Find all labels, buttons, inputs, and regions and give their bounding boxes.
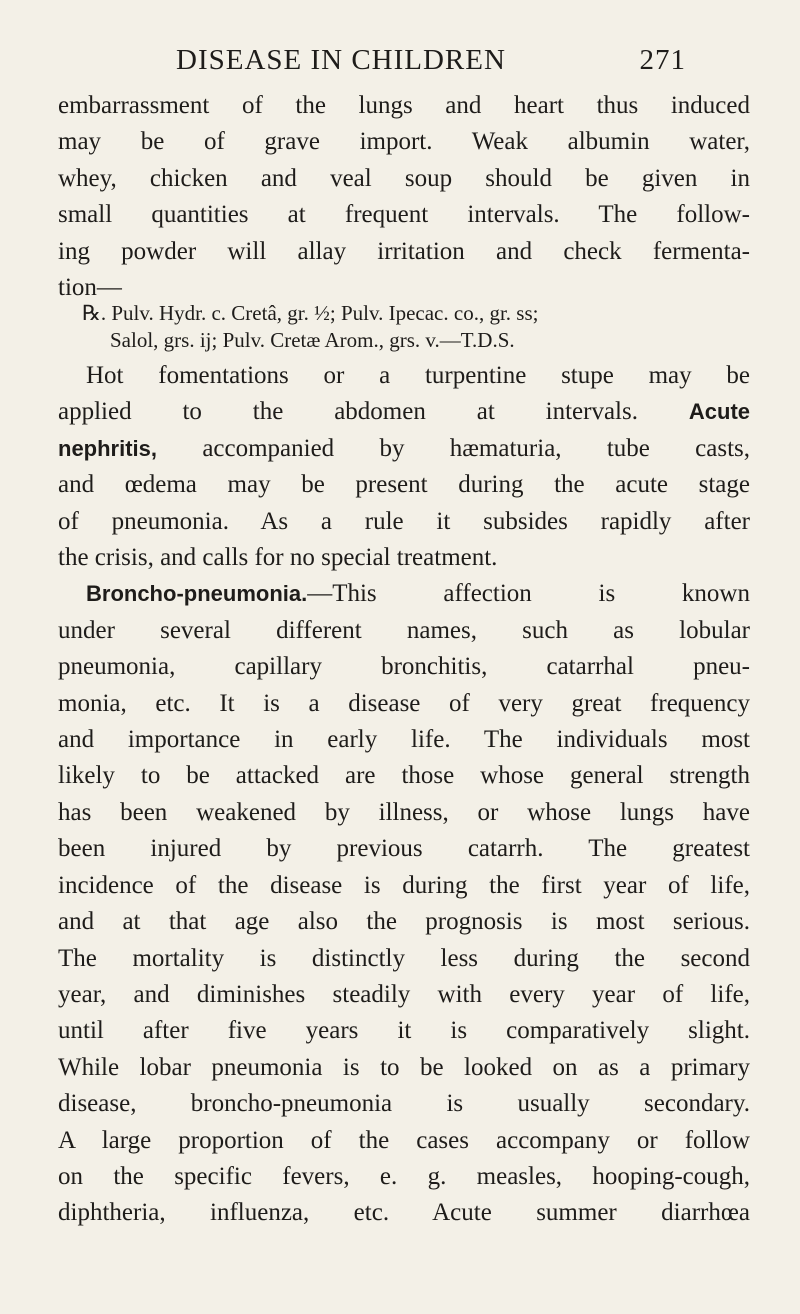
text-line: While lobar pneumonia is to be looked on as a primary: [58, 1053, 750, 1081]
text-line: and importance in early life. The individuals most: [58, 726, 750, 754]
text-line: A large proportion of the cases accompany or follow: [58, 1126, 750, 1154]
text-line: under several different names, such as lobular: [58, 616, 750, 644]
text-line: The mortality is distinctly less during the second: [58, 944, 750, 972]
text-line: and at that age also the prognosis is most serious.: [58, 908, 750, 936]
text-line: monia, etc. It is a disease of very great frequency: [58, 689, 750, 717]
text-segment: applied to the abdomen at intervals.: [58, 398, 638, 426]
text-line: until after five years it is comparatively slight.: [58, 1017, 750, 1045]
text-line: has been weakened by illness, or whose lungs have: [58, 798, 750, 826]
page-number: 271: [639, 44, 686, 76]
text-line: likely to be attacked are those whose general strength: [58, 762, 750, 790]
text-line: diphtheria, influenza, etc. Acute summer diarrhœa: [58, 1199, 750, 1227]
text-line: [58, 576, 750, 612]
prescription-line: Salol, grs. ij; Pulv. Cretæ Arom., grs. v.—T.D.S.: [110, 328, 515, 352]
text-line: incidence of the disease is during the first year of life,: [58, 871, 750, 899]
text-line: and œdema may be present during the acute stage: [58, 471, 750, 499]
text-line: disease, broncho-pneumonia is usually secondary.: [58, 1090, 750, 1118]
text-line: pneumonia, capillary bronchitis, catarrhal pneu-: [58, 653, 750, 681]
section-heading-acute-nephritis-cont: nephritis,: [58, 435, 158, 461]
text-line: the crisis, and calls for no special treatment.: [58, 544, 498, 572]
text-line: Hot fomentations or a turpentine stupe may be: [86, 362, 750, 389]
text-line: may be of grave import. Weak albumin water,: [58, 128, 750, 156]
text-line: [58, 394, 750, 430]
prescription-line: ℞. Pulv. Hydr. c. Cretâ, gr. ½; Pulv. Ipecac. co., gr. ss;: [82, 301, 539, 325]
text-line: whey, chicken and veal soup should be given in: [58, 164, 750, 192]
paragraph-1: [58, 88, 750, 306]
text-line: [58, 431, 750, 467]
text-line: of pneumonia. As a rule it subsides rapidly after: [58, 507, 750, 535]
text-line: ing powder will allay irritation and check fermenta-: [58, 237, 750, 265]
text-line: embarrassment of the lungs and heart thus induced: [58, 92, 750, 119]
text-segment: —This affection is known: [307, 580, 750, 608]
text-line: on the specific fevers, e. g. measles, hooping-cough,: [58, 1162, 750, 1190]
text-segment: accompanied by hæmaturia, tube casts,: [202, 434, 750, 462]
section-heading-broncho-pneumonia: Broncho-pneumonia.: [86, 581, 308, 607]
text-line: been injured by previous catarrh. The greatest: [58, 835, 750, 863]
text-line: year, and diminishes steadily with every year of life,: [58, 980, 750, 1008]
text-line: small quantities at frequent intervals. The follow-: [58, 201, 750, 229]
prescription-block: [82, 300, 722, 354]
running-title: DISEASE IN CHILDREN: [176, 44, 506, 76]
text-line: tion—: [58, 274, 122, 302]
running-head: [176, 44, 686, 84]
section-heading-acute-nephritis: Acute: [688, 399, 750, 425]
main-text: [58, 358, 750, 1232]
